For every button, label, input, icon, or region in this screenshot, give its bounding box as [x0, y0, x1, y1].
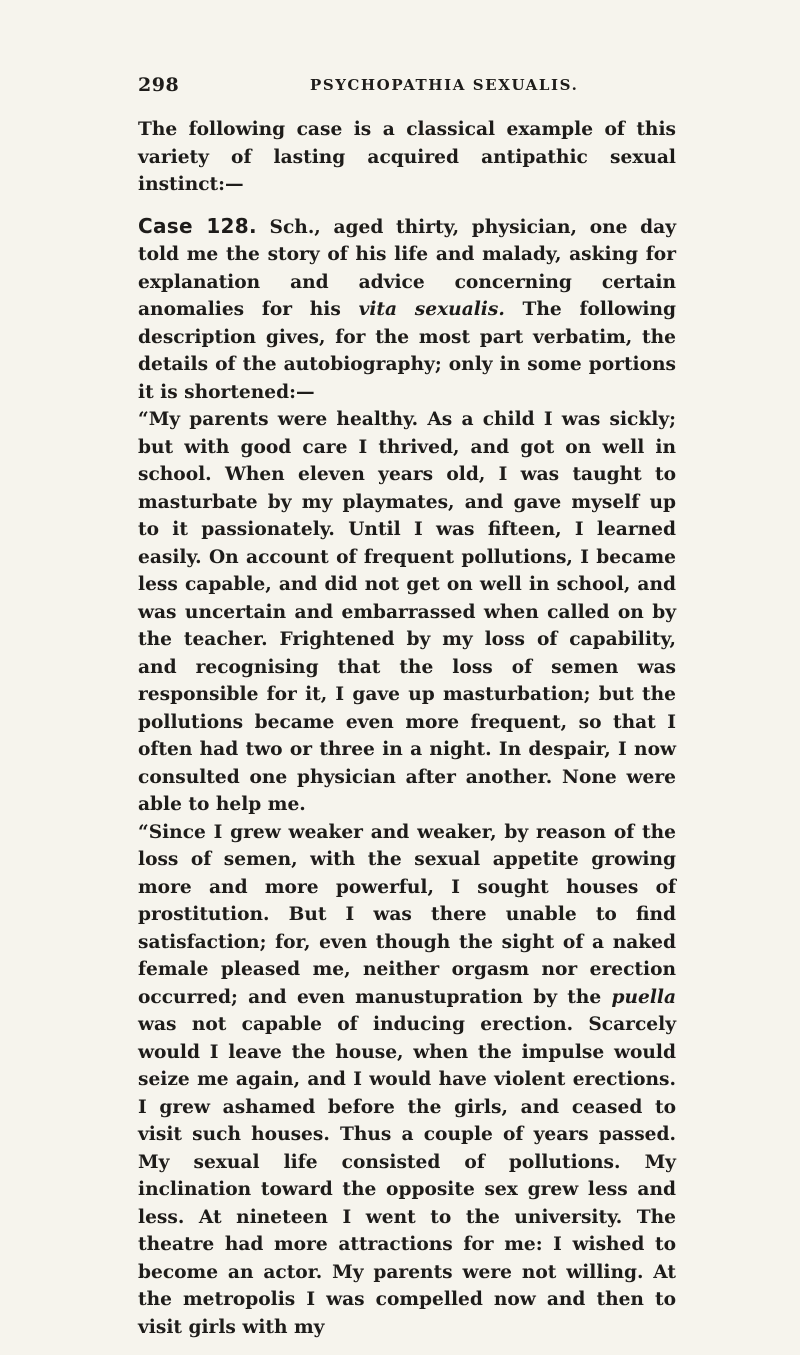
case-italic-text: vita sexualis.: [358, 299, 505, 320]
case-text-part-2: The following description gives, for the most part verbatim, the details of the autobiography; only in some portions it is shortened:—: [138, 299, 676, 403]
quote-paragraph-1: “My parents were healthy. As a child I was sickly; but with good care I thrived, and got on well in school. When eleven years old, I was taught to masturbate by my playmates, and gave myself up to it passionately. Until I was fifteen, I learned easily. On account of frequent pollutions, I became less capable, and did not get on well in school, and was uncertain and embarrassed when called on by the teacher. Frightened by my loss of capability, and recognising that the loss of semen was responsible for it, I gave up masturbation; but the pollutions became even more frequent, so that I often had two or three in a night. In despair, I now consulted one physician after another. None were able to help me.: [138, 409, 676, 815]
quote-2-italic-text: puella: [611, 986, 676, 1008]
book-page: [138, 74, 676, 1341]
running-head: PSYCHOPATHIA SEXUALIS.: [310, 76, 579, 94]
intro-paragraph: The following case is a classical example of this variety of lasting acquired antipathic sexual instinct:—: [138, 119, 676, 195]
quote-2-part-a: “Since I grew weaker and weaker, by reason of the loss of semen, with the sexual appetite growing more and more powerful, I sought houses of prostitution. But I was there unable to find satisfaction; for, even though the sight of a naked female pleased me, neither orgasm nor erection occurred; and even manustupration by the: [138, 821, 676, 1008]
case-text-part-1: Sch., aged thirty, physician, one day told me the story of his life and malady, asking for explanation and advice concerning certain anomalies for his: [138, 216, 677, 320]
page-body: [138, 116, 676, 1341]
quote-2-part-b: was not capable of inducing erection. Scarcely would I leave the house, when the impulse would seize me again, and I would have violent erections. I grew ashamed before the girls, and ceased to visit such houses. Thus a couple of years passed. My sexual life consisted of pollutions. My inclination toward the opposite sex grew less and less. At nineteen I went to the university. The theatre had more attractions for me: I wished to become an actor. My parents were not willing. At the metropolis I was compelled now and then to visit girls with my: [138, 1014, 676, 1338]
quote-paragraph-2: [138, 819, 676, 1342]
case-paragraph: [138, 213, 676, 407]
page-header: [138, 74, 676, 108]
page-number: 298: [138, 74, 180, 96]
case-label: Case 128.: [138, 213, 257, 238]
